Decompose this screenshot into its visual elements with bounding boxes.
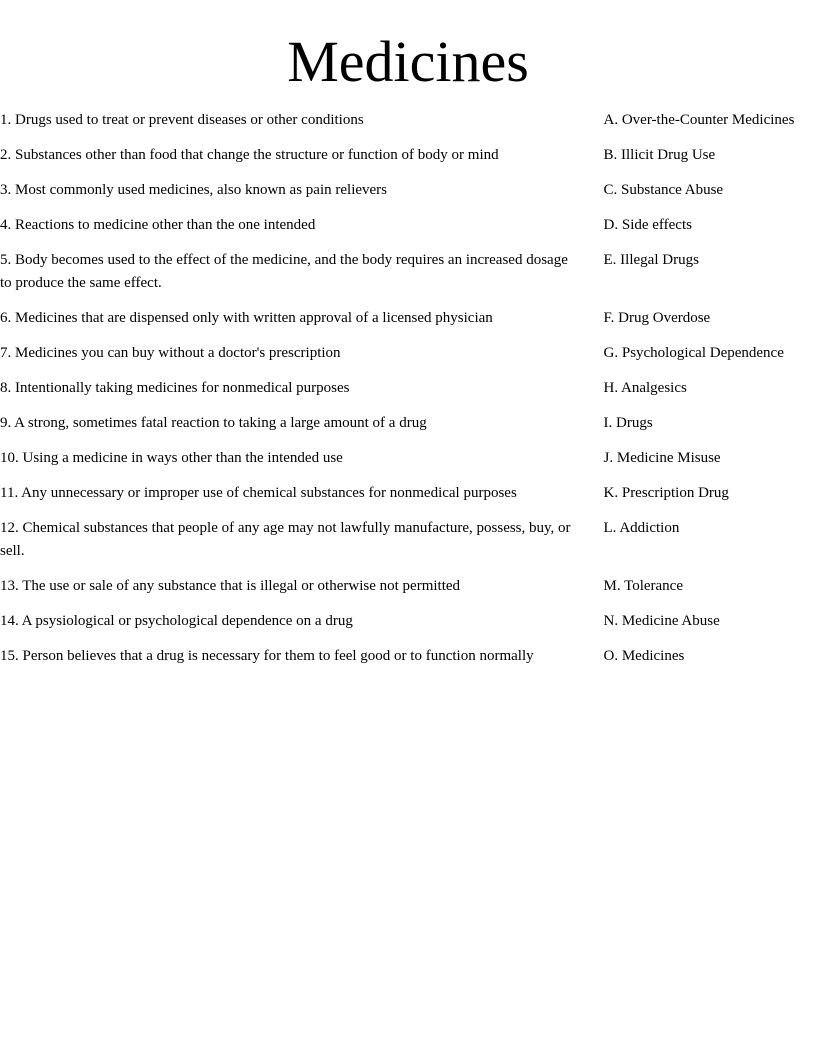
answer-option: E. Illegal Drugs bbox=[603, 252, 699, 268]
question-text: 13. The use or sale of any substance that is illegal or otherwise not permitted bbox=[0, 578, 461, 594]
answer-option: L. Addiction bbox=[603, 520, 680, 536]
match-row bbox=[0, 412, 816, 435]
answer-option: H. Analgesics bbox=[603, 380, 687, 396]
answer-option: C. Substance Abuse bbox=[603, 182, 724, 198]
answer-option: J. Medicine Misuse bbox=[603, 450, 721, 466]
question-text: 14. A psysiological or psychological dependence on a drug bbox=[0, 613, 353, 629]
answer-option: A. Over-the-Counter Medicines bbox=[603, 112, 795, 128]
question-text: 9. A strong, sometimes fatal reaction to taking a large amount of a drug bbox=[0, 415, 427, 431]
matching-list bbox=[0, 109, 816, 668]
question-text: 5. Body becomes used to the effect of the medicine, and the body requires an increased dosage to produce the same effect. bbox=[0, 252, 568, 291]
answer-option: M. Tolerance bbox=[603, 578, 683, 594]
question-text: 6. Medicines that are dispensed only with written approval of a licensed physician bbox=[0, 310, 493, 326]
answer-option: I. Drugs bbox=[603, 415, 653, 431]
question-text: 11. Any unnecessary or improper use of chemical substances for nonmedical purposes bbox=[0, 485, 517, 501]
answer-option: F. Drug Overdose bbox=[603, 310, 711, 326]
match-row bbox=[0, 610, 816, 633]
match-row bbox=[0, 342, 816, 365]
match-row bbox=[0, 249, 816, 295]
question-text: 3. Most commonly used medicines, also known as pain relievers bbox=[0, 182, 388, 198]
match-row bbox=[0, 179, 816, 202]
match-row bbox=[0, 109, 816, 132]
match-row bbox=[0, 482, 816, 505]
answer-option: B. Illicit Drug Use bbox=[603, 147, 716, 163]
match-row bbox=[0, 575, 816, 598]
match-row bbox=[0, 517, 816, 563]
match-row bbox=[0, 377, 816, 400]
answer-option: D. Side effects bbox=[603, 217, 692, 233]
question-text: 12. Chemical substances that people of any age may not lawfully manufacture, possess, buy, or sell. bbox=[0, 520, 571, 559]
match-row bbox=[0, 214, 816, 237]
answer-option: N. Medicine Abuse bbox=[603, 613, 720, 629]
question-text: 10. Using a medicine in ways other than the intended use bbox=[0, 450, 343, 466]
answer-option: K. Prescription Drug bbox=[603, 485, 729, 501]
match-row bbox=[0, 144, 816, 167]
match-row bbox=[0, 307, 816, 330]
question-text: 4. Reactions to medicine other than the one intended bbox=[0, 217, 316, 233]
match-row bbox=[0, 447, 816, 470]
answer-option: O. Medicines bbox=[603, 648, 685, 664]
question-text: 8. Intentionally taking medicines for nonmedical purposes bbox=[0, 380, 350, 396]
question-text: 2. Substances other than food that change the structure or function of body or mind bbox=[0, 147, 499, 163]
question-text: 7. Medicines you can buy without a doctor's prescription bbox=[0, 345, 341, 361]
match-row bbox=[0, 645, 816, 668]
answer-option: G. Psychological Dependence bbox=[603, 345, 784, 361]
question-text: 1. Drugs used to treat or prevent diseases or other conditions bbox=[0, 112, 364, 128]
question-text: 15. Person believes that a drug is necessary for them to feel good or to function normally bbox=[0, 648, 534, 664]
page-title: Medicines bbox=[287, 29, 529, 94]
